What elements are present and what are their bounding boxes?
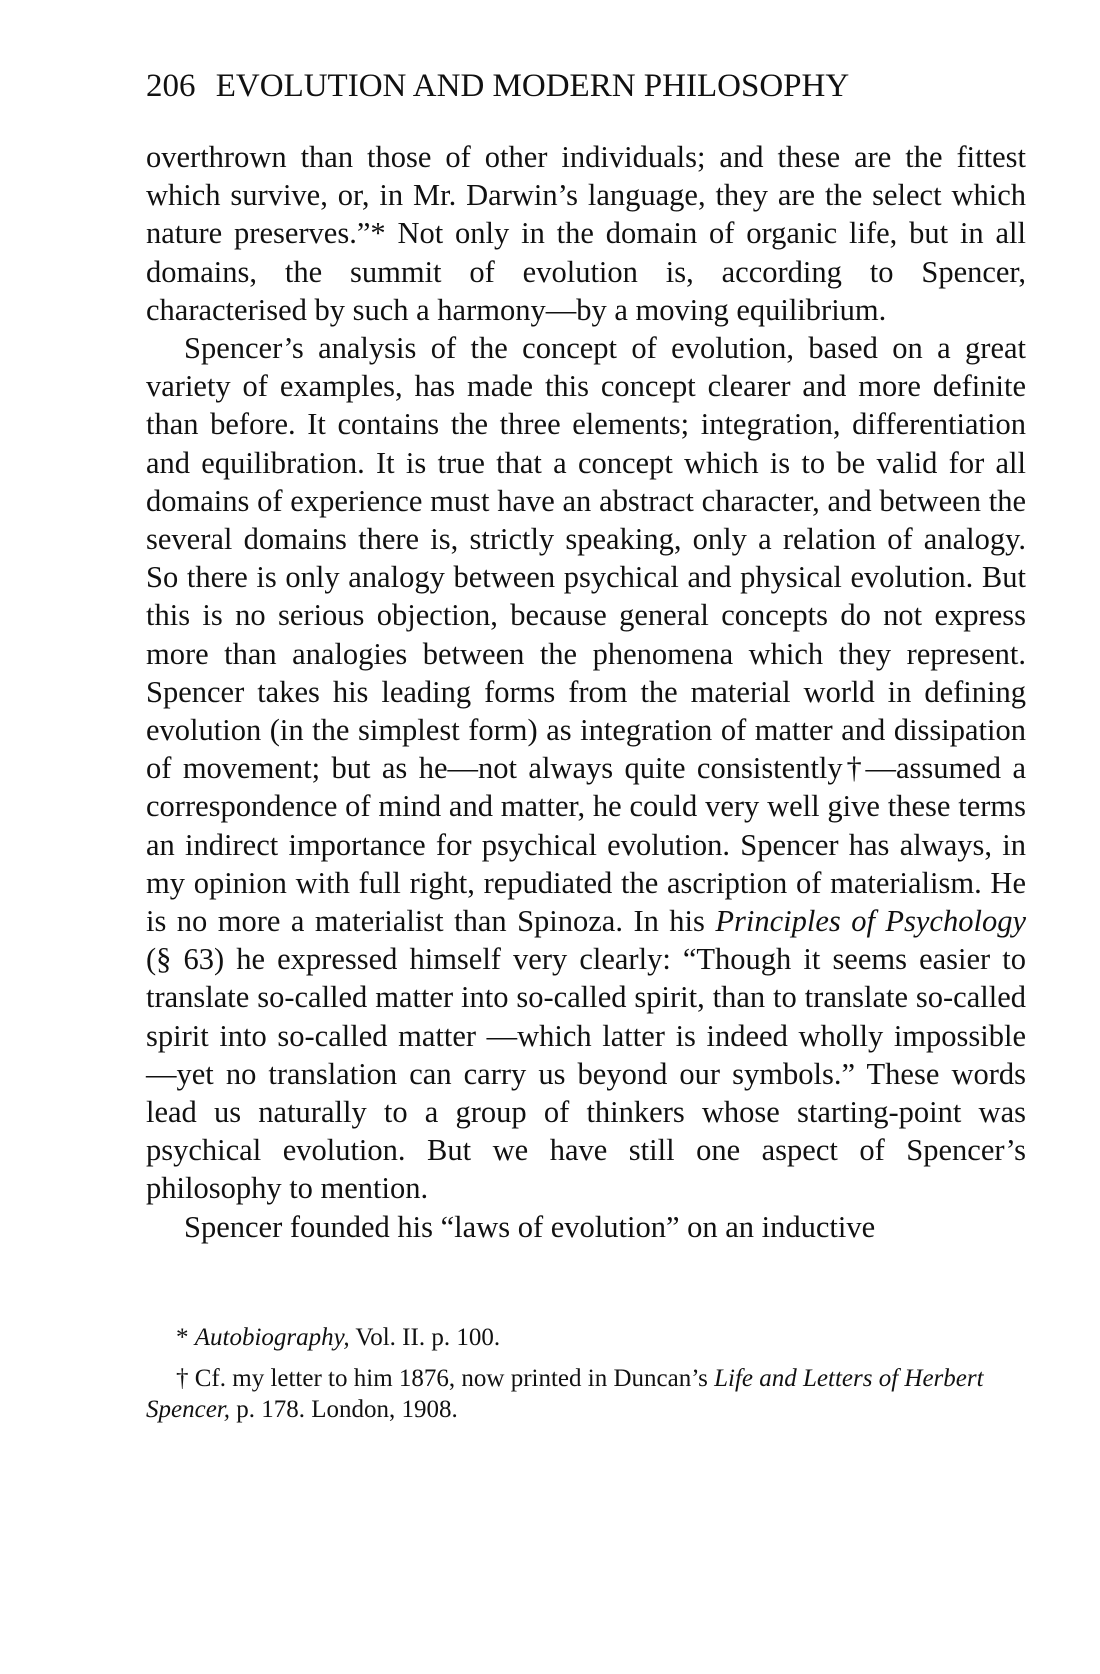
footnote-1-title: Autobiography, <box>194 1324 350 1351</box>
running-header <box>146 66 1026 106</box>
body-text <box>146 138 1026 1246</box>
paragraph-1: overthrown than those of other individuals; and these are the fittest which survive, or, in Mr. Darwin’s language, they are the select which nature preserves.”* Not only in the domain of organic life, but in all domains, the summit of evolution is, according to Spencer, characterised by such a harmony—by a moving equilibrium. <box>146 140 1026 327</box>
footnote-1 <box>146 1322 1026 1353</box>
footnote-2-marker: † <box>176 1365 195 1392</box>
paragraph-2-text-a: Spencer’s analysis of the concept of evolution, based on a great variety of examples, has made this concept clearer and more definite than before. It contains the three elements; integration, differentiation and equilibration. It is true that a concept which is to be valid for all domains of experience must have an abstract character, and between the several domains there is, strictly speaking, only a relation of analogy. So there is only analogy between psychical and physical evolution. But this is no serious objection, because general concepts do not express more than analogies between the phenomena which they represent. Spencer takes his leading forms from the material world in defining evolution (in the simplest form) as integration of matter and dissipation of movement; but as he—not always quite consistently†—assumed a correspondence of mind and matter, he could very well give these terms an indirect importance for psychical evolution. Spencer has always, in my opinion with full right, repudiated the ascription of materialism. He is no more a materialist than Spinoza. In his <box>146 331 1026 939</box>
paragraph-3: Spencer founded his “laws of evolution” on an inductive <box>184 1209 876 1244</box>
footnote-1-text: Vol. II. p. 100. <box>349 1324 501 1351</box>
footnote-2-rest: p. 178. London, 1908. <box>230 1396 458 1423</box>
footnote-2 <box>146 1363 1026 1425</box>
footnote-2-text: Cf. my letter to him 1876, now printed in Duncan’s <box>194 1365 715 1392</box>
footnotes <box>146 1322 1026 1435</box>
running-title: EVOLUTION AND MODERN PHILOSOPHY <box>215 68 850 104</box>
page-number: 206 <box>146 68 196 104</box>
paragraph-2 <box>146 329 1026 1208</box>
footnote-1-marker: * <box>176 1324 195 1351</box>
footnote-2-title: Life and Letters of Herbert Spencer, <box>146 1365 984 1423</box>
paragraph-2-text-b: (§ 63) he expressed himself very clearly: “Though it seems easier to translate so-called matter into so-called spirit, than to translate so-called spirit into so-called matter —which latter is indeed wholly impossible—yet no translation can carry us beyond our symbols.” These words lead us naturally to a group of thinkers whose starting-point was psychical evolution. But we have still one aspect of Spencer’s philosophy to mention. <box>146 942 1026 1206</box>
book-title-principles-of-psychology: Principles of Psychology <box>715 904 1026 939</box>
